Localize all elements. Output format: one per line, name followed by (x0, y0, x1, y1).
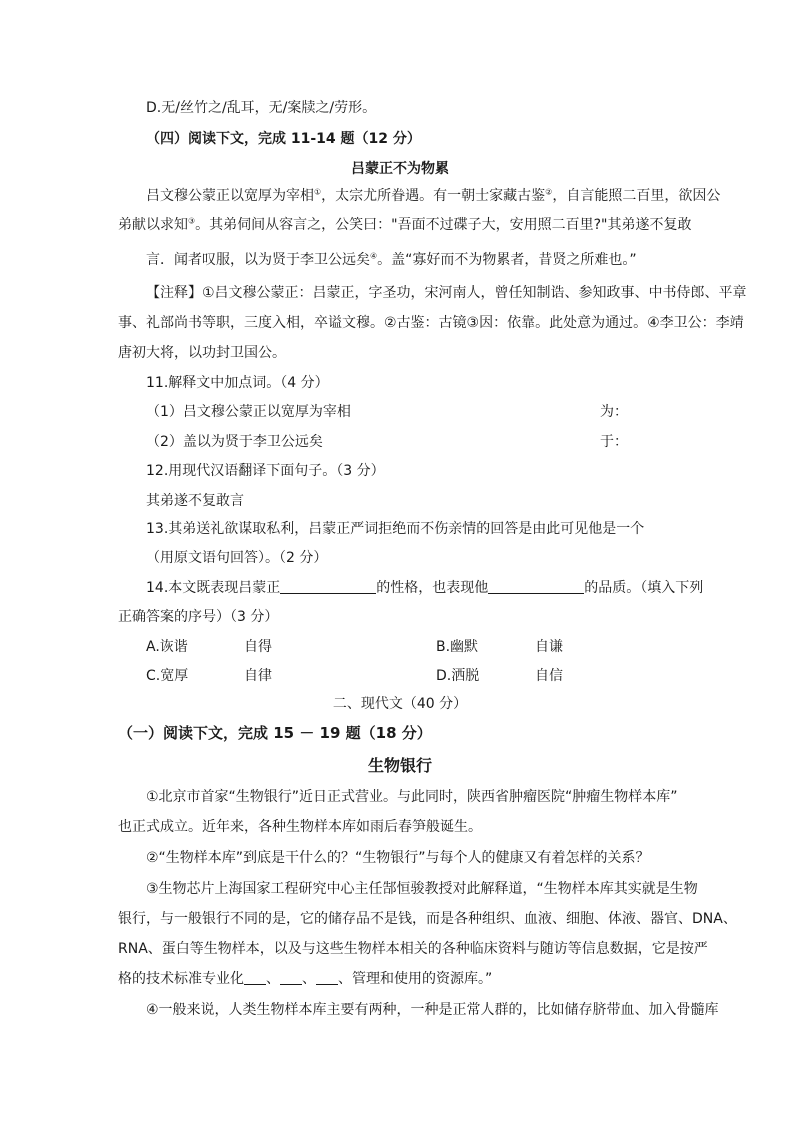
passage-title: 吕蒙正不为物累 (351, 161, 449, 177)
question-11-item-1-answer: 为： (600, 404, 628, 420)
option-b-key: B.幽默 (436, 639, 479, 655)
passage-line: ①北京市首家“生物银行”近日正式营业。与此同时，陕西省肿瘤医院“肿瘤生物样本库” (146, 789, 678, 805)
footnote-marker: ④ (370, 251, 378, 261)
passage-line: 吕文穆公蒙正以宽厚为宰相①，太宗尤所眷遇。有一朝士家藏古鉴②，自言能照二百里，欲因公 (146, 187, 721, 204)
option-b-value: 自谦 (535, 639, 563, 655)
question-13-line-2: （用原文语句回答）。（2 分） (146, 550, 328, 566)
question-11-item-2: （2）盖以为贤于李卫公远矣 (146, 434, 323, 450)
question-11-item-2-answer: 于： (600, 434, 628, 450)
question-12: 12.用现代汉语翻译下面句子。（3 分） (146, 463, 385, 479)
question-14-line-2: 正确答案的序号）（3 分） (118, 609, 279, 625)
passage-line: 言．闻者叹服，以为贤于李卫公远矣④。盖“寡好而不为物累者，昔贤之所难也。” (146, 251, 637, 268)
question-12-sentence: 其弟遂不复敢言 (146, 493, 244, 509)
option-a-value: 自得 (244, 639, 272, 655)
question-11-item-1: （1）吕文穆公蒙正以宽厚为宰相 (146, 404, 351, 420)
question-11: 11.解释文中加点词。（4 分） (146, 375, 329, 391)
footnote-marker: ③ (188, 216, 196, 226)
question-13: 13.其弟送礼欲谋取私利，吕蒙正严词拒绝而不伤亲情的回答是由此可见他是一个 (146, 521, 645, 537)
option-c-key: C.宽厚 (146, 668, 189, 684)
part-heading: 二、现代文（40 分） (332, 696, 468, 712)
passage-line: RNA、蛋白等生物样本，以及与这些生物样本相关的各种临床资料与随访等信息数据，它是按严 (118, 941, 708, 957)
passage-line: ③生物芯片上海国家工程研究中心主任郜恒骏教授对此解释道，“生物样本库其实就是生物 (146, 881, 698, 897)
passage-line: ②“生物样本库”到底是干什么的？“生物银行”与每个人的健康又有着怎样的关系？ (146, 850, 650, 866)
section-heading: （四）阅读下文，完成 11-14 题（12 分） (146, 131, 421, 147)
passage-line: 弟献以求知③。其弟伺间从容言之，公笑曰："吾面不过碟子大，安用照二百里?"其弟遂不复敢 (118, 216, 692, 233)
answer-blank[interactable] (280, 579, 376, 594)
answer-blank[interactable] (316, 970, 338, 985)
option-d-value: 自信 (535, 668, 563, 684)
annotation-line: 【注释】①吕文穆公蒙正：吕蒙正，字圣功，宋河南人，曾任知制诰、参知政事、中书侍郎、平章 (146, 285, 747, 301)
footnote-marker: ② (545, 187, 553, 197)
passage-line: ④一般来说，人类生物样本库主要有两种，一种是正常人群的，比如储存脐带血、加入骨髓库 (146, 1002, 719, 1018)
option-c-value: 自律 (244, 668, 272, 684)
answer-blank[interactable] (280, 970, 302, 985)
section-heading: （一）阅读下文，完成 15 － 19 题（18 分） (118, 724, 432, 742)
answer-blank[interactable] (244, 970, 266, 985)
passage-title: 生物银行 (367, 756, 432, 775)
question-14: 14.本文既表现吕蒙正 的性格，也表现他 的品质。（填入下列 (146, 580, 704, 596)
annotation-line: 事、礼部尚书等职，三度入相，卒谥文穆。②古鉴：古镜③因：依靠。此处意为通过。④李卫公：李靖 (118, 315, 744, 331)
option-d-key: D.洒脱 (436, 668, 480, 684)
footnote-marker: ① (314, 187, 322, 197)
annotation-line: 唐初大将，以功封卫国公。 (118, 345, 286, 361)
passage-line: 银行，与一般银行不同的是，它的储存品不是钱，而是各种组织、血液、细胞、体液、器官、DNA、 (118, 911, 737, 927)
passage-line: 格的技术标准专业化 、 、 、管理和使用的资源库。” (118, 971, 493, 987)
option-a-key: A.诙谐 (146, 639, 188, 655)
passage-line: 也正式成立。近年来，各种生物样本库如雨后春笋般诞生。 (118, 819, 482, 835)
option-d-text: D.无/丝竹之/乱耳，无/案牍之/劳形。 (146, 100, 377, 116)
answer-blank[interactable] (488, 579, 584, 594)
